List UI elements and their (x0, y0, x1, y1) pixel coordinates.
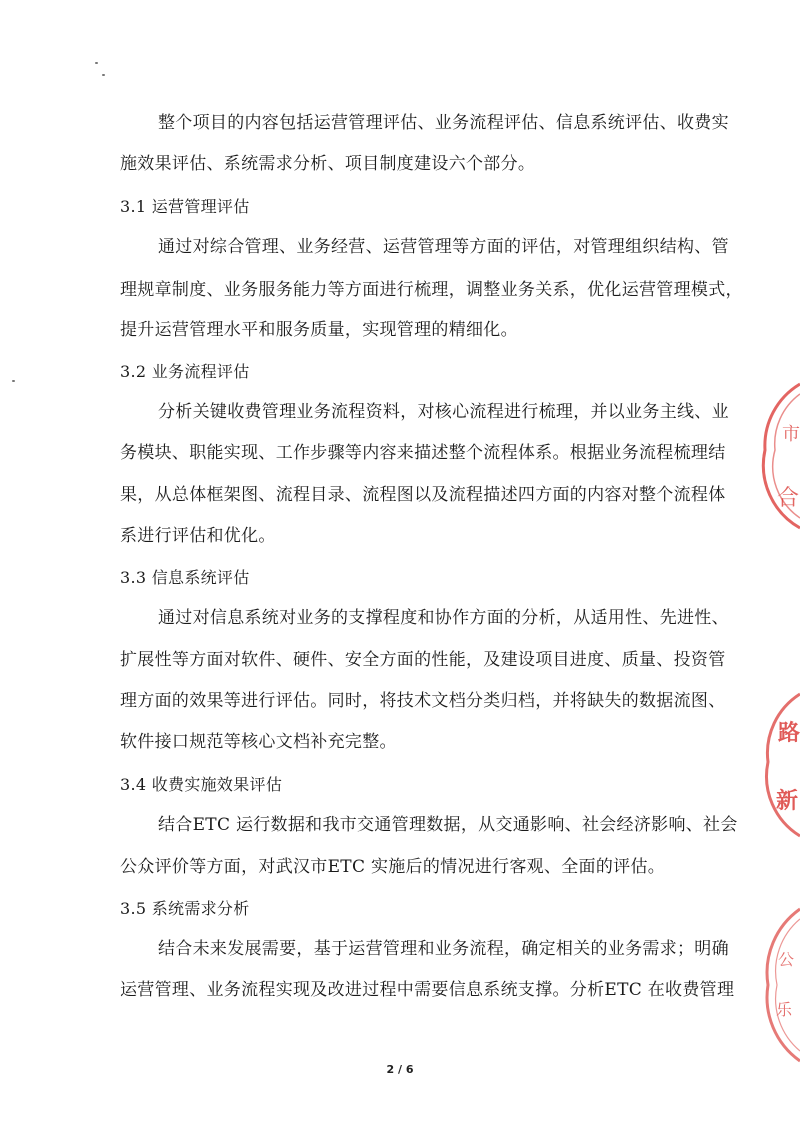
section-heading-3-3: 3.3 信息系统评估 (120, 568, 250, 587)
section-3-1-line-1: 通过对综合管理、业务经营、运营管理等方面的评估，对管理组织结构、管 (158, 237, 729, 257)
svg-text:乐: 乐 (776, 1000, 793, 1019)
intro-line-2: 施效果评估、系统需求分析、项目制度建设六个部分。 (120, 154, 536, 174)
section-3-1-line-2: 理规章制度、业务服务能力等方面进行梳理，调整业务关系，优化运营管理模式， (120, 280, 743, 300)
page-number: 2 / 6 (386, 1063, 414, 1076)
section-heading-3-4: 3.4 收费实施效果评估 (120, 775, 283, 794)
svg-text:路: 路 (778, 720, 800, 746)
scan-speck (12, 380, 15, 382)
section-3-1-line-3: 提升运营管理水平和服务质量，实现管理的精细化。 (120, 320, 518, 340)
section-3-3-line-4: 软件接口规范等核心文档补充完整。 (120, 732, 397, 752)
section-3-2-line-4: 系进行评估和优化。 (120, 526, 276, 546)
red-seal-2 (760, 690, 800, 840)
section-3-5-line-1: 结合未来发展需要，基于运营管理和业务流程，确定相关的业务需求；明确 (158, 939, 729, 959)
section-3-2-line-2: 务模块、职能实现、工作步骤等内容来描述整个流程体系。根据业务流程梳理结 (120, 443, 726, 463)
intro-line-1: 整个项目的内容包括运营管理评估、业务流程评估、信息系统评估、收费实 (158, 113, 729, 133)
section-3-2-line-3: 果，从总体框架图、流程目录、流程图以及流程描述四方面的内容对整个流程体 (120, 485, 726, 505)
svg-text:合: 合 (777, 486, 800, 511)
section-heading-3-5: 3.5 系统需求分析 (120, 899, 250, 918)
section-3-5-line-2: 运营管理、业务流程实现及改进过程中需要信息系统支撑。分析ETC 在收费管理 (120, 980, 735, 1000)
section-3-2-line-1: 分析关键收费管理业务流程资料，对核心流程进行梳理，并以业务主线、业 (158, 402, 729, 422)
scan-speck (95, 62, 98, 64)
section-3-3-line-2: 扩展性等方面对软件、硬件、安全方面的性能，及建设项目进度、质量、投资管 (120, 650, 726, 670)
scan-speck (102, 74, 105, 76)
svg-text:新: 新 (776, 788, 799, 814)
red-seal-1 (755, 380, 800, 535)
section-3-4-line-1: 结合ETC 运行数据和我市交通管理数据，从交通影响、社会经济影响、社会 (158, 815, 738, 835)
svg-text:市: 市 (782, 424, 800, 445)
section-3-3-line-3: 理方面的效果等进行评估。同时，将技术文档分类归档，并将缺失的数据流图、 (120, 691, 726, 711)
section-heading-3-2: 3.2 业务流程评估 (120, 362, 250, 381)
red-seal-3 (762, 905, 800, 1065)
section-3-4-line-2: 公众评价等方面，对武汉市ETC 实施后的情况进行客观、全面的评估。 (120, 857, 666, 877)
section-heading-3-1: 3.1 运营管理评估 (120, 197, 250, 216)
svg-text:公: 公 (778, 950, 795, 969)
section-3-3-line-1: 通过对信息系统对业务的支撑程度和协作方面的分析，从适用性、先进性、 (158, 608, 729, 628)
